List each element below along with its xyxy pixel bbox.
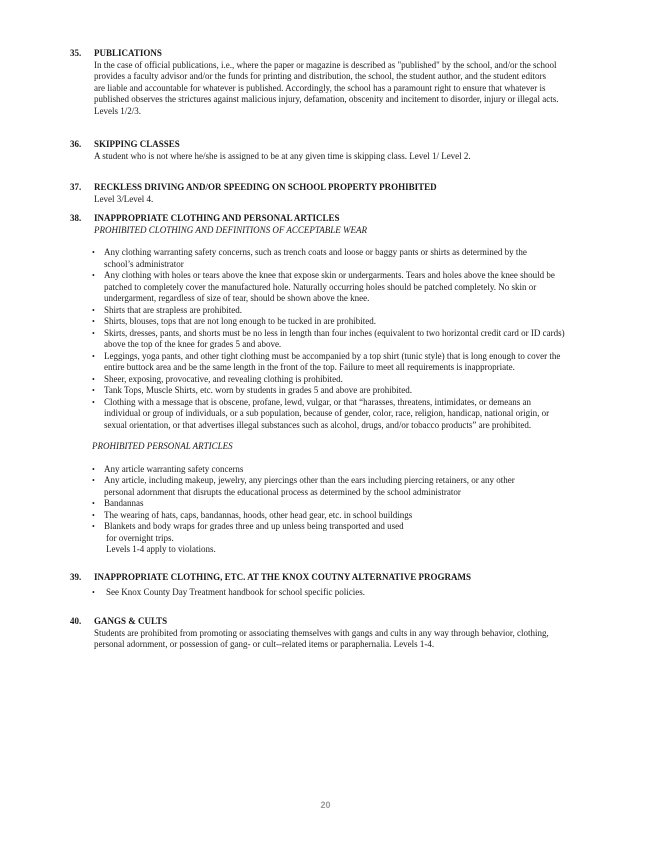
- bullet-icon: •: [92, 510, 95, 520]
- subsection-title: PROHIBITED PERSONAL ARTICLES: [92, 441, 233, 451]
- list-item: • Bandannas: [92, 498, 144, 508]
- list-item: • Sheer, exposing, provocative, and revealing clothing is prohibited.: [92, 373, 343, 384]
- section-heading: [70, 182, 590, 194]
- list-item: • Blankets and body wraps for grades three and up unless being transported and used for overnight trips. Levels 1-4 apply to violations.: [92, 521, 404, 554]
- subsection-title: PROHIBITED CLOTHING AND DEFINITIONS OF ACCEPTABLE WEAR: [94, 224, 367, 235]
- list-item: • Any clothing with holes or tears above the knee that expose skin or undergarments. Tears and holes above the knee should be patched to completely cover the manufactured hole. Naturally occurring holes should be patched completely. No skin or undergarment, regardless of size of tear, should be shown above the knee.: [92, 270, 555, 303]
- section-title: PUBLICATIONS: [94, 48, 162, 58]
- list-item: • Any clothing warranting safety concerns, such as trench coats and loose or baggy pants or shirts as determined by the school’s administrator: [92, 247, 527, 269]
- bullet-icon: •: [92, 397, 95, 407]
- section-number: 35.: [70, 48, 82, 58]
- section-heading: [70, 139, 590, 151]
- bullet-icon: •: [92, 305, 95, 315]
- section-36: [70, 139, 590, 162]
- section-40: [70, 616, 610, 651]
- section-body: [70, 60, 590, 118]
- section-title: SKIPPING CLASSES: [94, 139, 180, 149]
- section-title: INAPPROPRIATE CLOTHING, ETC. AT THE KNOX COUTNY ALTERNATIVE PROGRAMS: [94, 572, 472, 582]
- body-line: personal adornment, or possession of gang- or cult--related items or paraphernalia. Levels 1-4.: [94, 639, 435, 649]
- body-line: are liable and accountable for whatever is published. Accordingly, the school has a paramount right to ensure that whatever is: [94, 82, 546, 93]
- section-title: GANGS & CULTS: [94, 616, 168, 626]
- prohibited-articles-list: [70, 464, 610, 556]
- alt-program-list: [70, 587, 590, 599]
- bullet-icon: •: [92, 522, 95, 531]
- list-item: • Any article warranting safety concerns: [92, 463, 244, 474]
- list-item: • Leggings, yoga pants, and other tight clothing must be accompanied by a top shirt (tunic style) that is long enough to cover the entire buttock area and be the same length in the front of the top. Failure to meet all requirements is inappropriate.: [92, 350, 561, 372]
- section-heading: [70, 616, 610, 628]
- section-37: [70, 182, 590, 205]
- section-number: 40.: [70, 616, 82, 626]
- section-number: 37.: [70, 182, 82, 192]
- section-number: 39.: [70, 572, 82, 582]
- bullet-icon: •: [92, 248, 95, 257]
- section-body: [70, 628, 610, 651]
- bullet-icon: •: [92, 587, 95, 597]
- list-item: • The wearing of hats, caps, bandannas, hoods, other head gear, etc. in school buildings: [92, 509, 413, 520]
- prohibited-clothing-list: [70, 247, 610, 431]
- section-38: [70, 213, 610, 556]
- section-35: [70, 48, 590, 117]
- list-item: • Clothing with a message that is obscene, profane, lewd, vulgar, or that “harasses, threatens, intimidates, or demeans an individual or group of individuals, or a sub population, because of gender, color, race, religion, handicap, national origin, or sexual orientation, or that advertises illegal substances such as alcohol, drugs, and/or tobacco products” are prohibited.: [92, 396, 550, 430]
- section-title: INAPPROPRIATE CLOTHING AND PERSONAL ARTICLES: [94, 213, 340, 223]
- section-title: RECKLESS DRIVING AND/OR SPEEDING ON SCHOOL PROPERTY PROHIBITED: [94, 182, 437, 192]
- section-body: A student who is not where he/she is assigned to be at any given time is skipping class. Level 1/ Level 2.: [94, 150, 471, 161]
- section-number: 36.: [70, 139, 82, 149]
- bullet-icon: •: [92, 386, 95, 395]
- section-body: Level 3/Level 4.: [94, 193, 154, 204]
- section-heading: [70, 213, 610, 225]
- section-number: 38.: [70, 213, 82, 223]
- bullet-icon: •: [92, 351, 95, 361]
- list-item: • Skirts, dresses, pants, and shorts must be no less in length than four inches (equivalent to two horizontal credit card or ID cards) above the top of the knee for grades 5 and above.: [92, 327, 565, 349]
- list-item: • Shirts that are strapless are prohibited.: [92, 304, 242, 315]
- section-heading: [70, 48, 590, 60]
- list-item: • Shirts, blouses, tops that are not long enough to be tucked in are prohibited.: [92, 316, 376, 326]
- list-item: • See Knox County Day Treatment handbook for school specific policies.: [92, 586, 365, 597]
- bullet-icon: •: [92, 374, 95, 384]
- bullet-icon: •: [92, 271, 95, 280]
- section-39: [70, 572, 590, 598]
- bullet-icon: •: [92, 328, 95, 338]
- body-line: Levels 1/2/3.: [94, 105, 141, 116]
- body-line: Students are prohibited from promoting or associating themselves with gangs and cults in any way through behavior, clothing,: [94, 627, 549, 638]
- bullet-icon: •: [92, 499, 95, 508]
- page-number: 20: [320, 800, 331, 810]
- bullet-icon: •: [92, 317, 95, 326]
- section-heading: [70, 572, 590, 584]
- body-line: provides a faculty advisor and/or the funds for printing and distribution, the school, the student author, and the student editors: [94, 71, 547, 81]
- body-line: In the case of official publications, i.e., where the paper or magazine is described as "published" by the school, and/or the school: [94, 59, 557, 70]
- bullet-icon: •: [92, 464, 95, 474]
- list-item: • Tank Tops, Muscle Shirts, etc. worn by students in grades 5 and above are prohibited.: [92, 385, 413, 395]
- body-line: published observes the strictures against malicious injury, defamation, obscenity and incitement to disorder, injury or illegal acts.: [94, 94, 559, 104]
- bullet-icon: •: [92, 476, 95, 485]
- list-item: • Any article, including makeup, jewelry, any piercings other than the ears including piercing retainers, or any other personal adornment that disrupts the educational process as determined by the school administrator: [92, 475, 515, 497]
